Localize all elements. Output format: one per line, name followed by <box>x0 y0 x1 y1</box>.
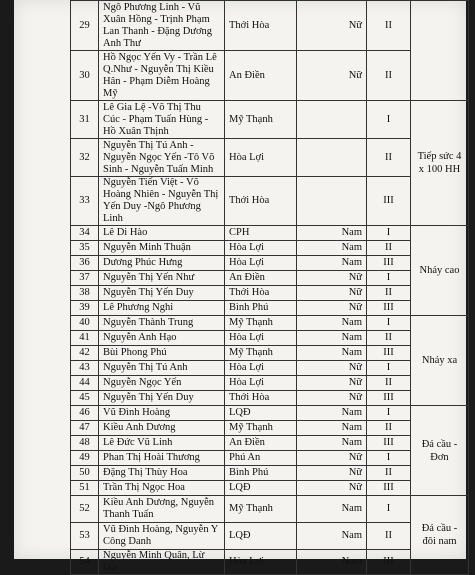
athlete-name: Nguyễn Tiến Việt - Võ Hoàng Nhiên - Nguyễn Thị Yến Duy -Ngô Phương Linh <box>99 177 225 226</box>
rank-cell: I <box>367 451 411 466</box>
event-name: Đá cầu - đôi nam <box>411 496 469 575</box>
rank-cell: I <box>367 361 411 376</box>
athlete-name: Nguyễn Thị Tú Anh - Nguyễn Ngọc Yến -Tô Võ Sinh - Nguyễn Tuấn Minh <box>99 139 225 177</box>
table-row <box>71 466 469 481</box>
gender-cell <box>297 101 367 139</box>
gender-cell: Nam <box>297 421 367 436</box>
table-row <box>71 376 469 391</box>
gender-cell: Nam <box>297 523 367 550</box>
rank-cell: I <box>367 406 411 421</box>
unit-name: LQĐ <box>225 523 297 550</box>
rank-cell: III <box>367 177 411 226</box>
athlete-name: Bùi Phong Phú <box>99 346 225 361</box>
gender-cell: Nam <box>297 436 367 451</box>
unit-name: Mỹ Thạnh <box>225 346 297 361</box>
event-name: Nhảy cao <box>411 226 469 316</box>
event-name: Đá cầu - Đơn <box>411 406 469 496</box>
row-number: 41 <box>71 331 99 346</box>
row-number: 54 <box>71 550 99 575</box>
row-number: 48 <box>71 436 99 451</box>
rank-cell: II <box>367 421 411 436</box>
row-number: 34 <box>71 226 99 241</box>
gender-cell: Nữ <box>297 286 367 301</box>
event-name: Nhảy xa <box>411 316 469 406</box>
table-row <box>71 436 469 451</box>
gender-cell: Nữ <box>297 451 367 466</box>
athlete-name: Dương Phúc Hưng <box>99 256 225 271</box>
event-name: Tiếp sức 4 x 100 HH <box>411 101 469 226</box>
unit-name: Mỹ Thạnh <box>225 421 297 436</box>
gender-cell: Nam <box>297 256 367 271</box>
table-row <box>71 101 469 139</box>
rank-cell: II <box>367 376 411 391</box>
table-row <box>71 550 469 575</box>
athlete-name: Trần Thị Ngọc Hoa <box>99 481 225 496</box>
unit-name: LQĐ <box>225 406 297 421</box>
gender-cell: Nữ <box>297 376 367 391</box>
rank-cell: I <box>367 226 411 241</box>
athlete-name: Nguyễn Thành Trung <box>99 316 225 331</box>
table-row <box>71 361 469 376</box>
gender-cell: Nam <box>297 496 367 523</box>
unit-name: Hòa Lợi <box>225 376 297 391</box>
row-number: 31 <box>71 101 99 139</box>
table-row <box>71 177 469 226</box>
table-row <box>71 481 469 496</box>
gender-cell: Nam <box>297 550 367 575</box>
table-row <box>71 271 469 286</box>
row-number: 45 <box>71 391 99 406</box>
unit-name: Mỹ Thạnh <box>225 496 297 523</box>
unit-name: Hòa Lợi <box>225 331 297 346</box>
table-row <box>71 331 469 346</box>
gender-cell: Nữ <box>297 481 367 496</box>
athlete-name: Vũ Đình Hoàng <box>99 406 225 421</box>
unit-name: Hòa Lợi <box>225 139 297 177</box>
athlete-name: Đặng Thị Thùy Hoa <box>99 466 225 481</box>
table-row <box>71 523 469 550</box>
table-row <box>71 256 469 271</box>
row-number: 32 <box>71 139 99 177</box>
athlete-name: Lê Đức Vũ Linh <box>99 436 225 451</box>
athlete-name: Kiều Anh Dương, Nguyễn Thanh Tuấn <box>99 496 225 523</box>
row-number: 37 <box>71 271 99 286</box>
rank-cell: III <box>367 391 411 406</box>
athlete-name: Lê Di Hào <box>99 226 225 241</box>
athlete-name: Nguyễn Minh Thuận <box>99 241 225 256</box>
table-row <box>71 139 469 177</box>
row-number: 43 <box>71 361 99 376</box>
row-number: 47 <box>71 421 99 436</box>
gender-cell: Nam <box>297 346 367 361</box>
row-number: 52 <box>71 496 99 523</box>
athlete-name: Nguyễn Thị Yến Duy <box>99 286 225 301</box>
table-row <box>71 226 469 241</box>
unit-name: Thới Hòa <box>225 177 297 226</box>
unit-name: An Điền <box>225 271 297 286</box>
table-row <box>71 51 469 101</box>
gender-cell <box>297 139 367 177</box>
gender-cell: Nam <box>297 331 367 346</box>
table-row <box>71 451 469 466</box>
row-number: 44 <box>71 376 99 391</box>
rank-cell: II <box>367 139 411 177</box>
athlete-name: Phan Thị Hoài Thương <box>99 451 225 466</box>
rank-cell: I <box>367 496 411 523</box>
unit-name: An Điền <box>225 51 297 101</box>
athlete-name: Nguyễn Thị Tú Anh <box>99 361 225 376</box>
table-row <box>71 406 469 421</box>
results-table <box>70 0 469 575</box>
rank-cell: III <box>367 301 411 316</box>
rank-cell: III <box>367 436 411 451</box>
rank-cell: III <box>367 346 411 361</box>
unit-name: Mỹ Thạnh <box>225 316 297 331</box>
gender-cell: Nữ <box>297 51 367 101</box>
row-number: 50 <box>71 466 99 481</box>
rank-cell: II <box>367 331 411 346</box>
table-row <box>71 421 469 436</box>
unit-name: Hòa Lợi <box>225 361 297 376</box>
rank-cell: I <box>367 101 411 139</box>
gender-cell: Nam <box>297 316 367 331</box>
gender-cell: Nữ <box>297 271 367 286</box>
unit-name: CPH <box>225 226 297 241</box>
row-number: 38 <box>71 286 99 301</box>
row-number: 51 <box>71 481 99 496</box>
gender-cell: Nam <box>297 226 367 241</box>
rank-cell: II <box>367 241 411 256</box>
athlete-name: Vũ Đình Hoàng, Nguyễn Y Công Danh <box>99 523 225 550</box>
unit-name: Hòa Lợi <box>225 256 297 271</box>
unit-name: Mỹ Thạnh <box>225 101 297 139</box>
unit-name: Bình Phú <box>225 301 297 316</box>
unit-name: Bình Phú <box>225 466 297 481</box>
row-number: 49 <box>71 451 99 466</box>
row-number: 35 <box>71 241 99 256</box>
rank-cell: I <box>367 271 411 286</box>
athlete-name: Nguyễn Thị Yến Như <box>99 271 225 286</box>
row-number: 39 <box>71 301 99 316</box>
unit-name: Thới Hòa <box>225 1 297 51</box>
rank-cell: III <box>367 256 411 271</box>
rank-cell: II <box>367 286 411 301</box>
table-row <box>71 346 469 361</box>
athlete-name: Ngô Phương Linh - Vũ Xuân Hồng - Trịnh Phạm Lan Thanh - Đặng Dương Anh Thư <box>99 1 225 51</box>
rank-cell: III <box>367 481 411 496</box>
athlete-name: Nguyễn Minh Quân, Lừ Gia <box>99 550 225 575</box>
row-number: 53 <box>71 523 99 550</box>
unit-name: An Điền <box>225 436 297 451</box>
athlete-name: Lê Gia Lệ -Võ Thị Thu Cúc - Phạm Tuấn Hùng - Hồ Xuân Thịnh <box>99 101 225 139</box>
unit-name: Hòa Lợi <box>225 550 297 575</box>
gender-cell: Nam <box>297 406 367 421</box>
row-number: 40 <box>71 316 99 331</box>
gender-cell: Nữ <box>297 391 367 406</box>
table-row <box>71 1 469 51</box>
row-number: 30 <box>71 51 99 101</box>
athlete-name: Nguyễn Ngọc Yến <box>99 376 225 391</box>
unit-name: Hòa Lợi <box>225 241 297 256</box>
rank-cell: I <box>367 316 411 331</box>
table-row <box>71 301 469 316</box>
gender-cell: Nữ <box>297 301 367 316</box>
athlete-name: Nguyễn Thị Yến Duy <box>99 391 225 406</box>
table-row <box>71 241 469 256</box>
gender-cell: Nữ <box>297 466 367 481</box>
unit-name: Thới Hòa <box>225 286 297 301</box>
unit-name: LQĐ <box>225 481 297 496</box>
athlete-name: Nguyễn Anh Hạo <box>99 331 225 346</box>
table-row <box>71 286 469 301</box>
rank-cell: II <box>367 1 411 51</box>
row-number: 29 <box>71 1 99 51</box>
gender-cell: Nữ <box>297 1 367 51</box>
table-row <box>71 391 469 406</box>
row-number: 46 <box>71 406 99 421</box>
unit-name: Thới Hòa <box>225 391 297 406</box>
event-name <box>411 1 469 101</box>
table-row <box>71 496 469 523</box>
athlete-name: Lê Phương Nghi <box>99 301 225 316</box>
gender-cell: Nam <box>297 241 367 256</box>
table-row <box>71 316 469 331</box>
rank-cell: II <box>367 51 411 101</box>
row-number: 33 <box>71 177 99 226</box>
row-number: 42 <box>71 346 99 361</box>
unit-name: Phú An <box>225 451 297 466</box>
athlete-name: Kiều Anh Dương <box>99 421 225 436</box>
row-number: 36 <box>71 256 99 271</box>
rank-cell: II <box>367 523 411 550</box>
gender-cell: Nữ <box>297 361 367 376</box>
gender-cell <box>297 177 367 226</box>
results-table-body <box>71 1 469 575</box>
rank-cell: III <box>367 550 411 575</box>
athlete-name: Hồ Ngọc Yến Vy - Trần Lê Q.Như - Nguyễn Thị Kiều Hân - Phạm Diễm Hoàng Mỹ <box>99 51 225 101</box>
rank-cell: II <box>367 466 411 481</box>
scanned-page <box>14 0 466 573</box>
